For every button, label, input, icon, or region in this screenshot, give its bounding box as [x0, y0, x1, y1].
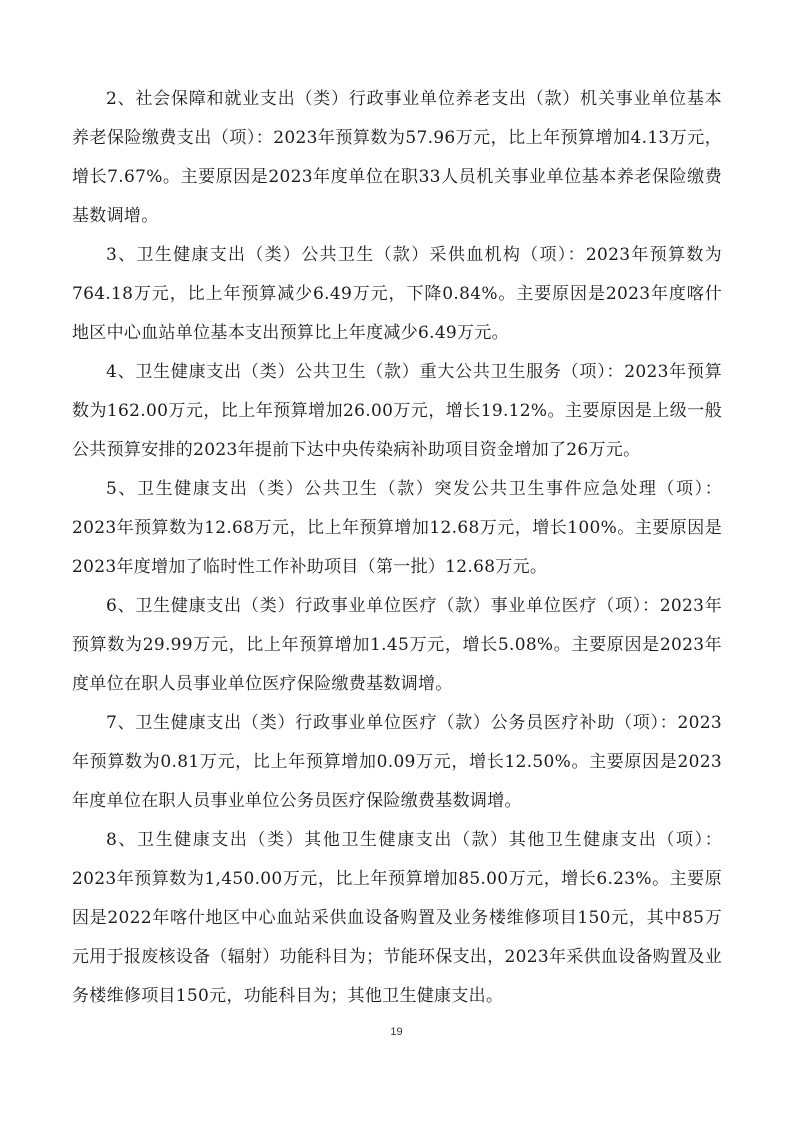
paragraph-item-3: 3、卫生健康支出（类）公共卫生（款）采供血机构（项）：2023年预算数为764.18万元，比上年预算减少6.49万元，下降0.84%。主要原因是2023年度喀什地区中心血站单位基本支出预算比上年度减少6.49万元。	[72, 245, 722, 343]
paragraph-item-8: 8、卫生健康支出（类）其他卫生健康支出（款）其他卫生健康支出（项）：2023年预算数为1,450.00万元，比上年预算增加85.00万元，增长6.23%。主要原因是2022年喀什地区中心血站采供血设备购置及业务楼维修项目150元，其中85万元用于报废核设备（辐射）功能科目为；节能环保支出，2023年采供血设备购置及业务楼维修项目150元，功能科目为；其他卫生健康支出。	[72, 830, 722, 1006]
paragraph-item-7: 7、卫生健康支出（类）行政事业单位医疗（款）公务员医疗补助（项）：2023年预算数为0.81万元，比上年预算增加0.09万元，增长12.50%。主要原因是2023年度单位在职人员事业单位公务员医疗保险缴费基数调增。	[72, 713, 722, 811]
paragraph-item-5: 5、卫生健康支出（类）公共卫生（款）突发公共卫生事件应急处理（项）：2023年预算数为12.68万元，比上年预算增加12.68万元，增长100%。主要原因是2023年度增加了临时性工作补助项目（第一批）12.68万元。	[72, 479, 722, 577]
document-body	[72, 80, 722, 1016]
paragraph-item-2: 2、社会保障和就业支出（类）行政事业单位养老支出（款）机关事业单位基本养老保险缴费支出（项）：2023年预算数为57.96万元，比上年预算增加4.13万元，增长7.67%。主要原因是2023年度单位在职33人员机关事业单位基本养老保险缴费基数调增。	[72, 89, 722, 226]
paragraph-item-6: 6、卫生健康支出（类）行政事业单位医疗（款）事业单位医疗（项）：2023年预算数为29.99万元，比上年预算增加1.45万元，增长5.08%。主要原因是2023年度单位在职人员事业单位医疗保险缴费基数调增。	[72, 596, 722, 694]
page-number: 19	[390, 1026, 403, 1038]
paragraph-item-4: 4、卫生健康支出（类）公共卫生（款）重大公共卫生服务（项）：2023年预算数为162.00万元，比上年预算增加26.00万元，增长19.12%。主要原因是上级一般公共预算安排的2023年提前下达中央传染病补助项目资金增加了26万元。	[72, 362, 722, 460]
